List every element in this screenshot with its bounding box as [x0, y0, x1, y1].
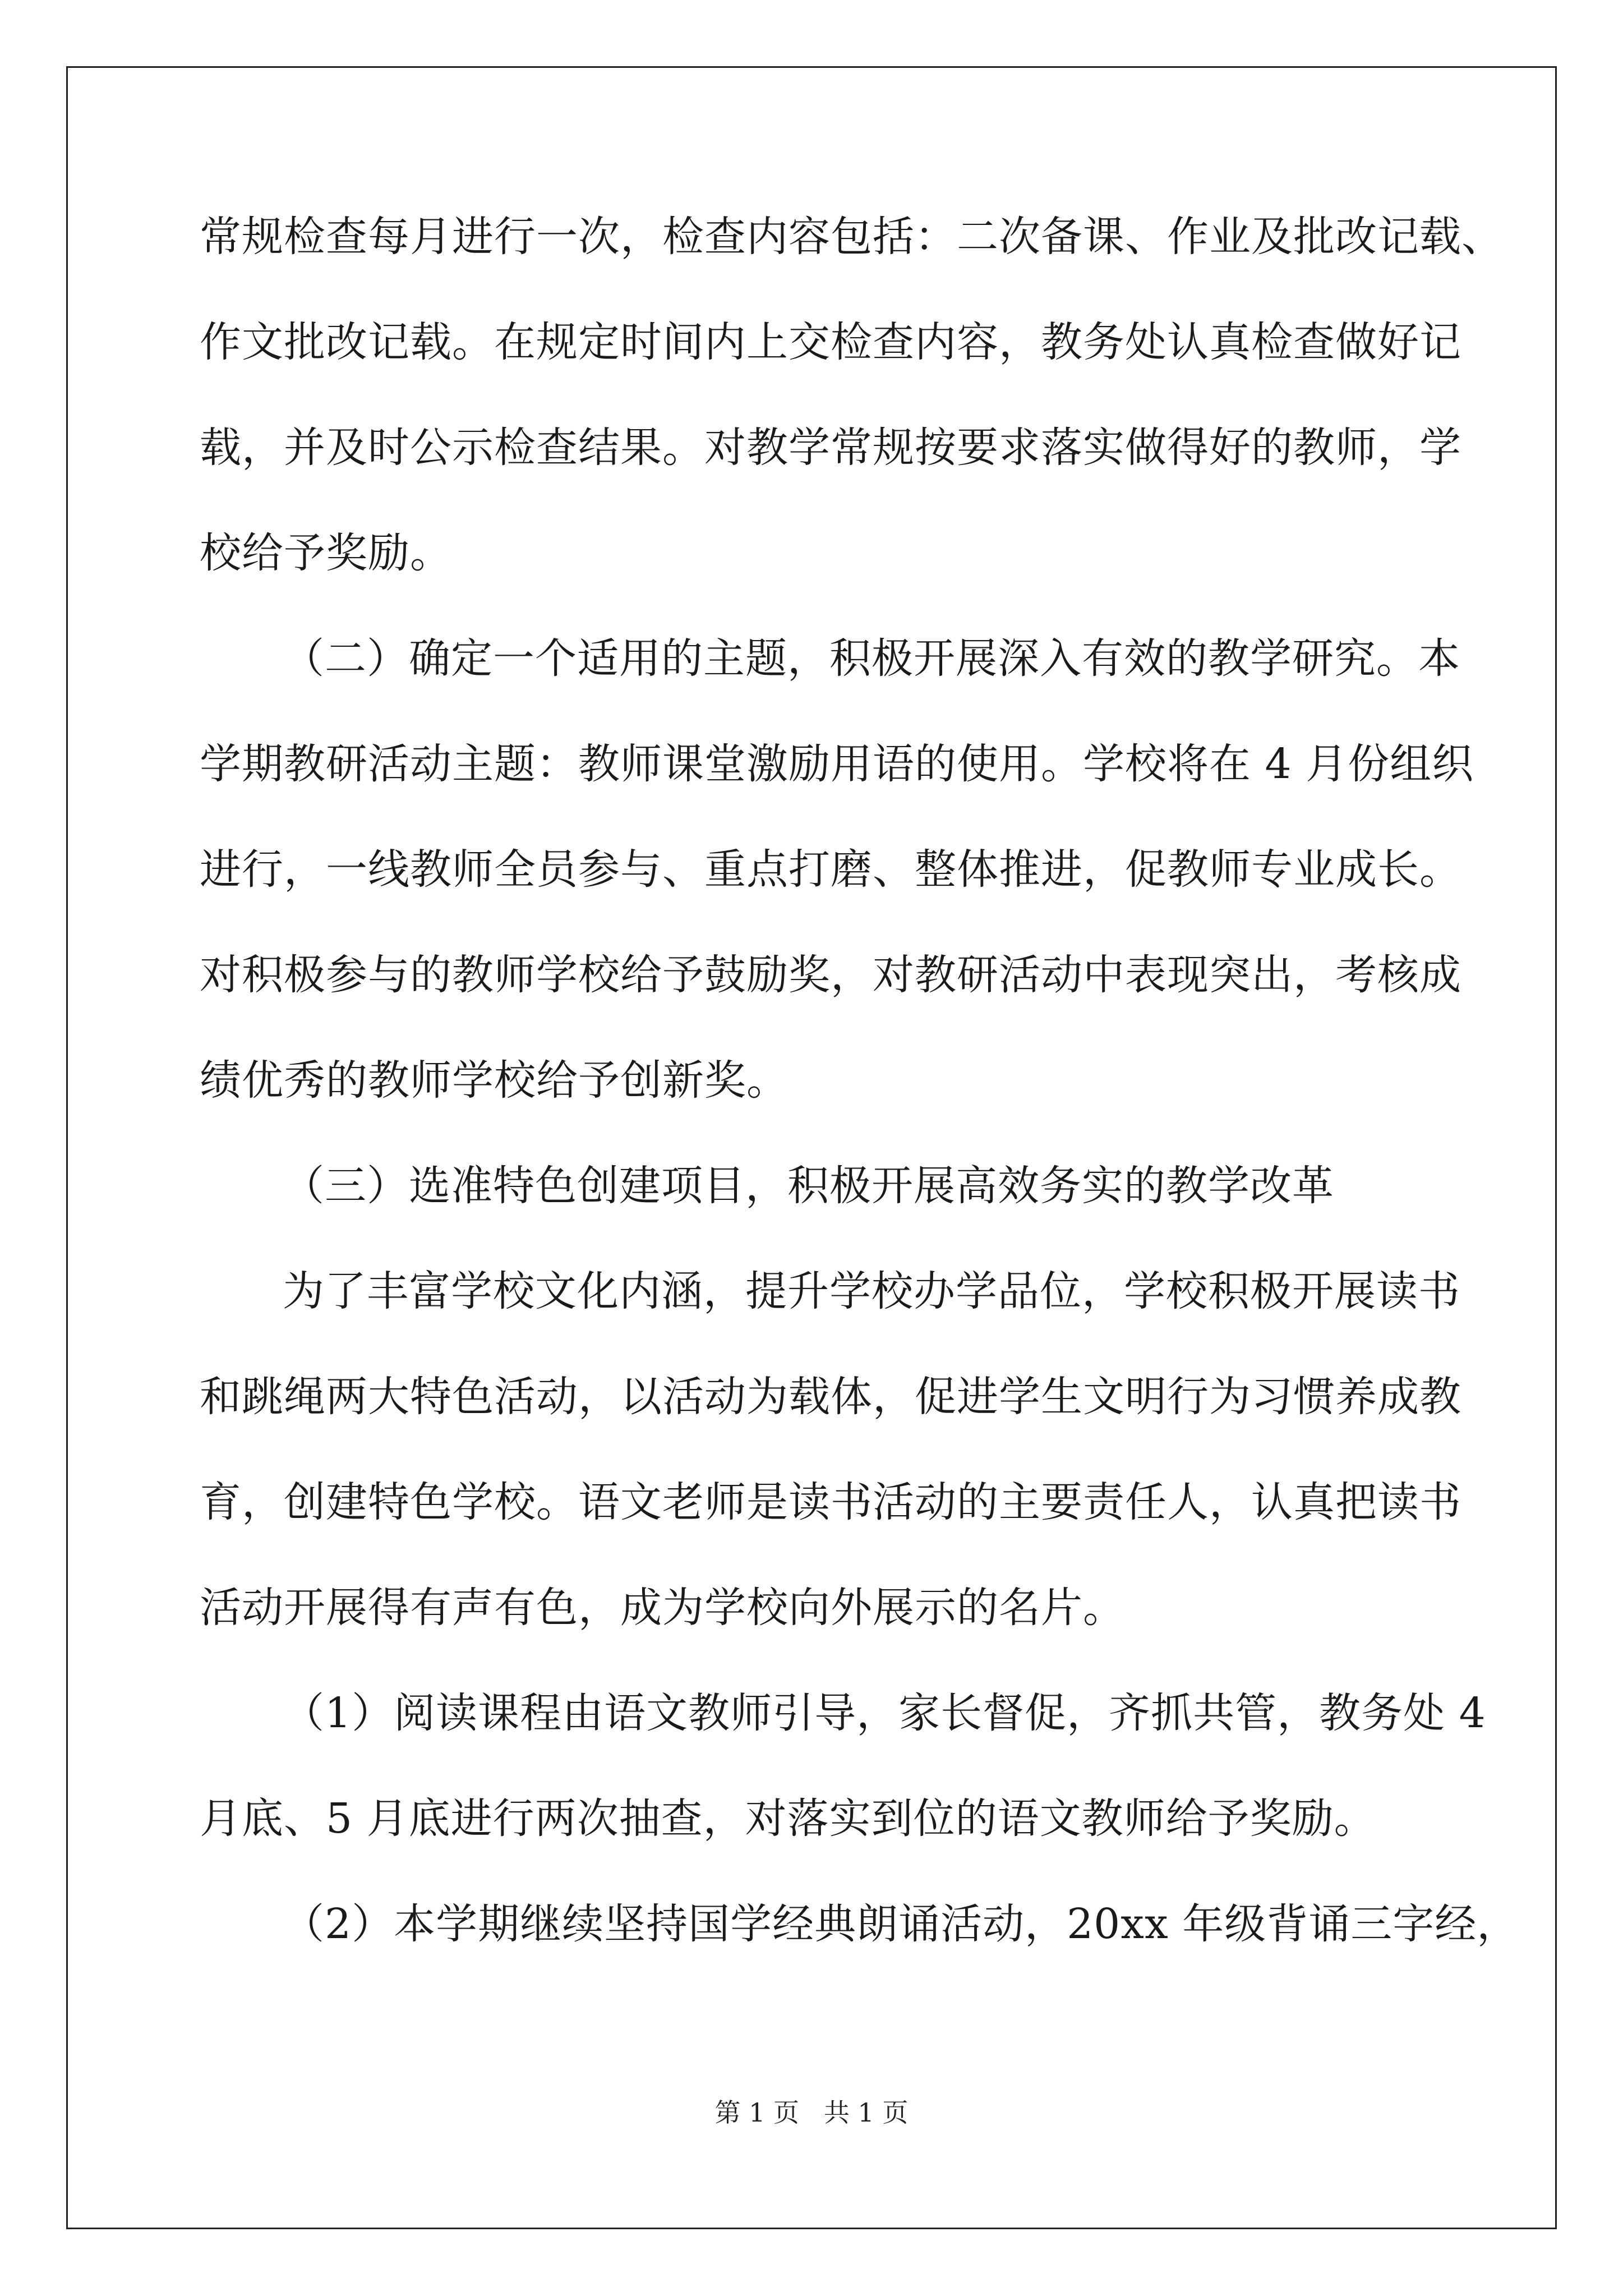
- paragraph-line: 作文批改记载。在规定时间内上交检查内容，教务处认真检查做好记: [200, 318, 1461, 366]
- paragraph-line: 对积极参与的教师学校给予鼓励奖，对教研活动中表现突出，考核成: [200, 951, 1461, 999]
- paragraph-line: 育，创建特色学校。语文老师是读书活动的主要责任人，认真把读书: [200, 1478, 1461, 1526]
- page-number-footer: 第 1 页 共 1 页: [714, 2097, 909, 2128]
- paragraph-line: 月底、5 月底进行两次抽查，对落实到位的语文教师给予奖励。: [200, 1795, 1376, 1843]
- paragraph-line: 载，并及时公示检查结果。对教学常规按要求落实做得好的教师，学: [200, 424, 1461, 472]
- paragraph-line: 活动开展得有声有色，成为学校向外展示的名片。: [200, 1584, 1125, 1632]
- paragraph-line: 和跳绳两大特色活动，以活动为载体，促进学生文明行为习惯养成教: [200, 1373, 1461, 1421]
- paragraph-line: （2）本学期继续坚持国学经典朗诵活动，20xx 年级背诵三字经，: [283, 1900, 1519, 1948]
- paragraph-line: （二）确定一个适用的主题，积极开展深入有效的教学研究。本: [283, 634, 1460, 683]
- paragraph-line: 常规检查每月进行一次，检查内容包括：二次备课、作业及批改记载、: [200, 213, 1504, 261]
- paragraph-line: 学期教研活动主题：教师课堂激励用语的使用。学校将在 4 月份组织: [200, 740, 1474, 788]
- paragraph-line: 为了丰富学校文化内涵，提升学校办学品位，学校积极开展读书: [283, 1267, 1460, 1315]
- paragraph-line: （1）阅读课程由语文教师引导，家长督促，齐抓共管，教务处 4: [283, 1689, 1486, 1737]
- paragraph-line: 校给予奖励。: [200, 529, 452, 577]
- paragraph-line: 绩优秀的教师学校给予创新奖。: [200, 1056, 789, 1105]
- section-heading: （三）选准特色创建项目，积极开展高效务实的教学改革: [283, 1162, 1334, 1210]
- paragraph-line: 进行，一线教师全员参与、重点打磨、整体推进，促教师专业成长。: [200, 845, 1461, 894]
